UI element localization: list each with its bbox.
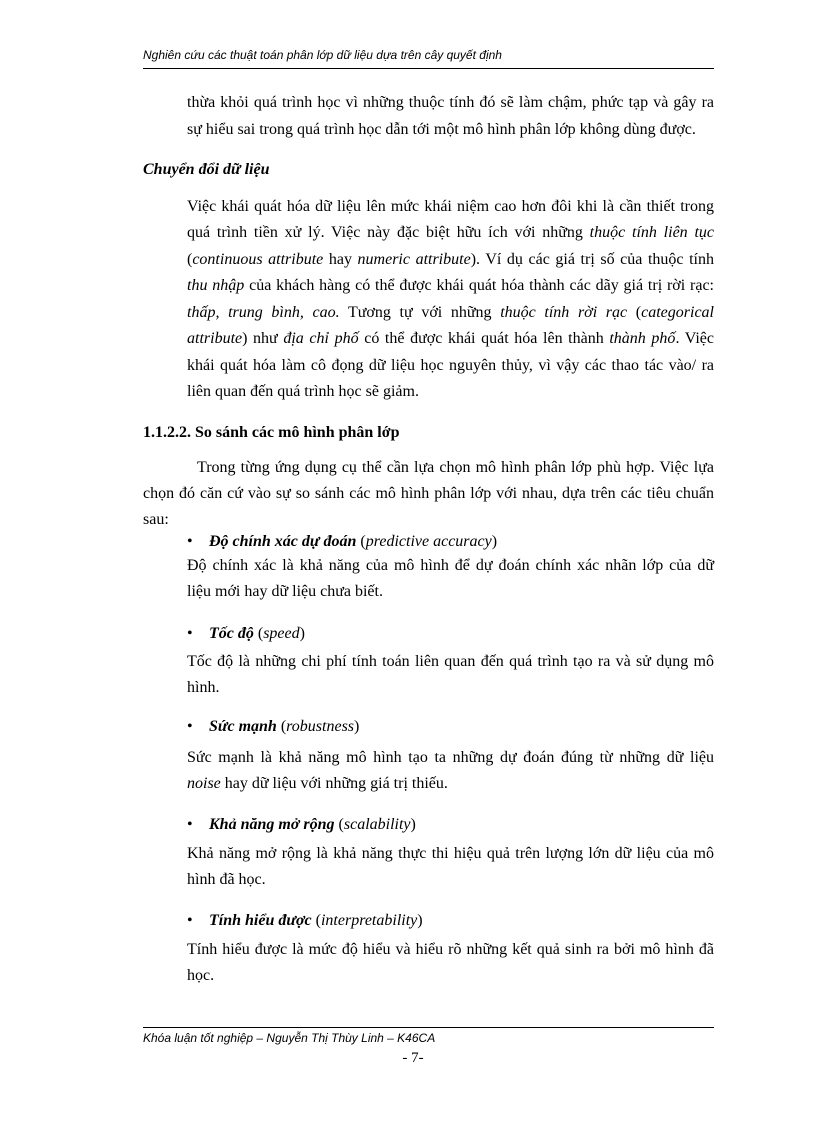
criterion-interpretability-title: • Tính hiểu được (interpretability): [187, 910, 423, 932]
criterion-scalability-desc-1: Khả năng mở rộng là khả năng thực thi hiệu quả trên lượng lớn dữ liệu của mô: [187, 845, 714, 862]
criterion-speed-desc-2: hình.: [187, 679, 220, 696]
criterion-accuracy-desc-2: liệu mới hay dữ liệu chưa biết.: [187, 583, 383, 600]
data-transform-line-5: thấp, trung bình, cao. Tương tự với những thuộc tính rời rạc (categorical: [187, 304, 714, 321]
criterion-robustness-desc-1: Sức mạnh là khả năng mô hình tạo ta những dự đoán đúng từ những dữ liệu: [187, 749, 714, 766]
bullet-icon: •: [187, 625, 193, 642]
section-intro-line-2: chọn đó căn cứ vào sự so sánh các mô hình phân lớp với nhau, dựa trên các tiêu chuẩn: [143, 485, 714, 502]
criterion-interpretability-desc-2: học.: [187, 967, 215, 984]
data-transform-line-8: liên quan đến quá trình học sẽ giảm.: [187, 383, 419, 400]
bullet-icon: •: [187, 533, 193, 550]
criterion-accuracy-title: • Độ chính xác dự đoán (predictive accuracy): [187, 531, 497, 553]
running-footer: Khóa luận tốt nghiệp – Nguyễn Thị Thùy Linh – K46CA: [143, 1031, 436, 1045]
data-transform-line-3: (continuous attribute hay numeric attribute). Ví dụ các giá trị số của thuộc tính: [187, 251, 714, 268]
criterion-speed-title: • Tốc độ (speed): [187, 623, 305, 645]
data-transform-line-7: khái quát hóa làm cô đọng dữ liệu học nguyên thủy, vì vậy các thao tác vào/ ra: [187, 357, 714, 374]
criterion-scalability-desc-2: hình đã học.: [187, 871, 266, 888]
data-transform-line-4: thu nhập của khách hàng có thể được khái quát hóa thành các dãy giá trị rời rạc:: [187, 277, 715, 294]
criterion-robustness-title: • Sức mạnh (robustness): [187, 716, 359, 738]
section-heading: 1.1.2.2. So sánh các mô hình phân lớp: [143, 424, 400, 441]
data-transform-heading: Chuyển đổi dữ liệu: [143, 161, 270, 178]
bullet-icon: •: [187, 912, 193, 929]
running-header: Nghiên cứu các thuật toán phân lớp dữ liệu dựa trên cây quyết định: [143, 48, 502, 62]
criterion-robustness-desc-2: noise hay dữ liệu với những giá trị thiếu.: [187, 775, 448, 792]
section-intro-line-3: sau:: [143, 511, 169, 528]
footer-rule: [143, 1027, 714, 1028]
bullet-icon: •: [187, 718, 193, 735]
bullet-icon: •: [187, 816, 193, 833]
criterion-accuracy-desc-1: Độ chính xác là khả năng của mô hình để dự đoán chính xác nhãn lớp của dữ: [187, 557, 714, 574]
criterion-speed-desc-1: Tốc độ là những chi phí tính toán liên quan đến quá trình tạo ra và sử dụng mô: [187, 653, 714, 670]
data-transform-line-1: Việc khái quát hóa dữ liệu lên mức khái niệm cao hơn đôi khi là cần thiết trong: [187, 198, 714, 215]
section-intro-line-1: Trong từng ứng dụng cụ thể cần lựa chọn mô hình phân lớp phù hợp. Việc lựa: [197, 459, 714, 476]
page-number: - 7-: [402, 1050, 424, 1066]
data-transform-line-6: attribute) như địa chỉ phố có thể được khái quát hóa lên thành thành phố. Việc: [187, 330, 715, 347]
continuation-line-2: sự hiểu sai trong quá trình học dẫn tới một mô hình phân lớp không dùng được.: [187, 121, 696, 138]
criterion-scalability-title: • Khả năng mở rộng (scalability): [187, 814, 416, 836]
criterion-interpretability-desc-1: Tính hiểu được là mức độ hiểu và hiểu rõ những kết quả sinh ra bởi mô hình đã: [187, 941, 714, 958]
data-transform-line-2: quá trình tiền xử lý. Việc này đặc biệt hữu ích với những thuộc tính liên tục: [187, 224, 714, 241]
header-rule: [143, 68, 714, 69]
continuation-line-1: thừa khỏi quá trình học vì những thuộc tính đó sẽ làm chậm, phức tạp và gây ra: [187, 94, 714, 111]
